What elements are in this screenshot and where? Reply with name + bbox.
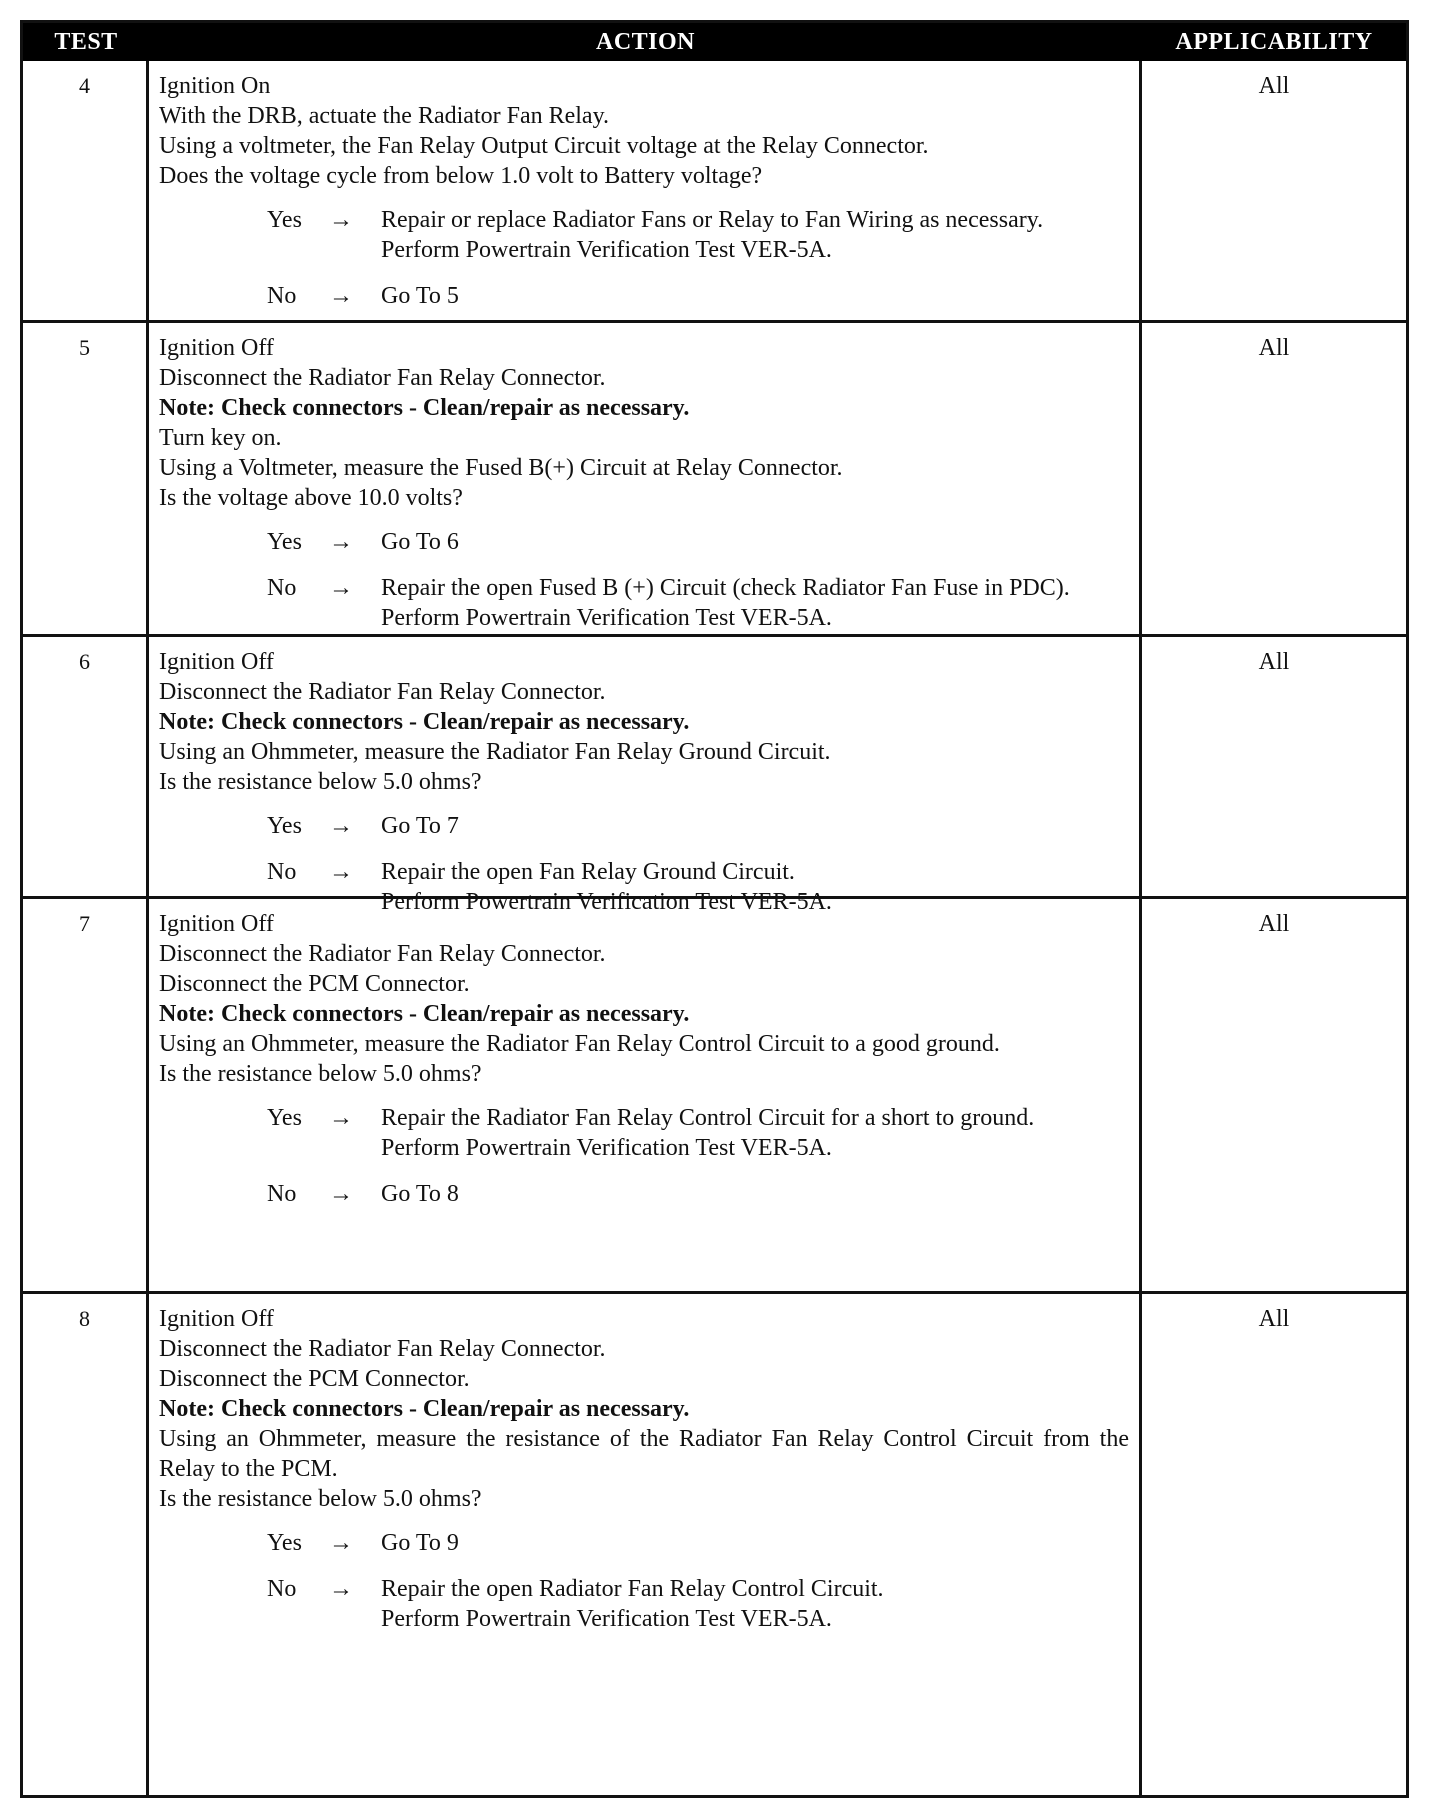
- no-outcome: [267, 1179, 1129, 1209]
- arrow-icon: →: [329, 1530, 353, 1556]
- step-line: Turn key on.: [159, 425, 282, 451]
- action-cell: [149, 899, 1142, 1291]
- no-outcome: [267, 281, 1129, 311]
- yes-label: Yes: [267, 529, 302, 555]
- step-line: Is the resistance below 5.0 ohms?: [159, 1061, 482, 1087]
- test-number: 5: [23, 323, 149, 634]
- applicability-value: All: [1258, 911, 1290, 937]
- table-row: [23, 61, 1406, 323]
- test-number: 6: [23, 637, 149, 896]
- arrow-icon: →: [329, 529, 353, 555]
- step-line: Is the resistance below 5.0 ohms?: [159, 769, 482, 795]
- no-result: [381, 573, 1129, 633]
- result-text: Go To 8: [381, 1181, 459, 1207]
- table-row: [23, 637, 1406, 915]
- step-line: Disconnect the Radiator Fan Relay Connector.: [159, 941, 606, 967]
- yes-label: Yes: [267, 1105, 302, 1131]
- arrow-icon: →: [329, 283, 353, 309]
- result-text: Repair the open Radiator Fan Relay Control Circuit.: [381, 1576, 884, 1602]
- note-line: Note: Check connectors - Clean/repair as necessary.: [159, 709, 690, 735]
- arrow-icon: →: [329, 1105, 353, 1131]
- no-outcome: [267, 1574, 1129, 1634]
- yes-outcome: [267, 1528, 1129, 1558]
- yes-result: [381, 205, 1129, 265]
- result-text: Repair the open Fan Relay Ground Circuit.: [381, 859, 795, 885]
- note-line: Note: Check connectors - Clean/repair as necessary.: [159, 1001, 690, 1027]
- outcomes: [159, 1528, 1129, 1634]
- result-text: Perform Powertrain Verification Test VER-5A.: [381, 1606, 832, 1632]
- arrow-icon: →: [329, 859, 353, 885]
- yes-outcome: [267, 811, 1129, 841]
- table-header: [23, 23, 1406, 61]
- applicability-value: All: [1258, 649, 1290, 675]
- yes-label: Yes: [267, 1530, 302, 1556]
- step-line: Using an Ohmmeter, measure the Radiator Fan Relay Ground Circuit.: [159, 739, 831, 765]
- result-text: Go To 7: [381, 813, 459, 839]
- result-text: Repair or replace Radiator Fans or Relay to Fan Wiring as necessary.: [381, 207, 1044, 233]
- step-line: Using a Voltmeter, measure the Fused B(+) Circuit at Relay Connector.: [159, 455, 843, 481]
- no-label: No: [267, 859, 297, 885]
- table-row: [23, 1294, 1406, 1795]
- action-cell: [149, 323, 1142, 634]
- arrow-icon: →: [329, 1181, 353, 1207]
- arrow-icon: →: [329, 207, 353, 233]
- result-text: Perform Powertrain Verification Test VER-5A.: [381, 605, 832, 631]
- yes-result: [381, 1528, 1129, 1558]
- no-result: [381, 281, 1129, 311]
- yes-outcome: [267, 1103, 1129, 1163]
- outcomes: [159, 205, 1129, 311]
- step-line: Disconnect the PCM Connector.: [159, 1366, 470, 1392]
- applicability-value: All: [1258, 73, 1290, 99]
- step-line: Ignition Off: [159, 649, 274, 675]
- yes-outcome: [267, 527, 1129, 557]
- test-number: 8: [23, 1294, 149, 1795]
- result-text: Repair the open Fused B (+) Circuit (check Radiator Fan Fuse in PDC).: [381, 575, 1070, 601]
- result-text: Repair the Radiator Fan Relay Control Circuit for a short to ground.: [381, 1105, 1035, 1131]
- arrow-icon: →: [329, 813, 353, 839]
- step-line: Using a voltmeter, the Fan Relay Output Circuit voltage at the Relay Connector.: [159, 133, 929, 159]
- diagnostic-table: [20, 20, 1409, 1798]
- step-line: Ignition Off: [159, 1306, 274, 1332]
- no-label: No: [267, 1181, 297, 1207]
- test-number: 4: [23, 61, 149, 320]
- yes-result: [381, 1103, 1129, 1163]
- result-text: Perform Powertrain Verification Test VER-5A.: [381, 1135, 832, 1161]
- table-row: [23, 899, 1406, 1294]
- no-label: No: [267, 575, 297, 601]
- arrow-icon: →: [329, 1576, 353, 1602]
- step-line: Disconnect the PCM Connector.: [159, 971, 470, 997]
- table-row: [23, 323, 1406, 637]
- step-line: Using an Ohmmeter, measure the Radiator Fan Relay Control Circuit to a good ground.: [159, 1031, 1000, 1057]
- no-result: [381, 1574, 1129, 1634]
- header-test: TEST: [54, 28, 118, 55]
- result-text: Go To 5: [381, 283, 459, 309]
- step-line: Disconnect the Radiator Fan Relay Connector.: [159, 1336, 606, 1362]
- applicability-value: All: [1258, 335, 1290, 361]
- result-text: Go To 6: [381, 529, 459, 555]
- step-line: Ignition Off: [159, 911, 274, 937]
- yes-result: [381, 811, 1129, 841]
- yes-outcome: [267, 205, 1129, 265]
- outcomes: [159, 1103, 1129, 1209]
- yes-label: Yes: [267, 813, 302, 839]
- step-line: Disconnect the Radiator Fan Relay Connector.: [159, 679, 606, 705]
- step-line: Ignition Off: [159, 335, 274, 361]
- note-line: Note: Check connectors - Clean/repair as necessary.: [159, 1396, 690, 1422]
- applicability-value: All: [1258, 1306, 1290, 1332]
- header-action: ACTION: [595, 28, 695, 55]
- step-line: Disconnect the Radiator Fan Relay Connector.: [159, 365, 606, 391]
- outcomes: [159, 527, 1129, 633]
- no-outcome: [267, 573, 1129, 633]
- arrow-icon: →: [329, 575, 353, 601]
- header-applicability: APPLICABILITY: [1175, 28, 1373, 55]
- step-line: Using an Ohmmeter, measure the resistance of the Radiator Fan Relay Control Circuit from the Relay to the PCM.: [159, 1426, 1129, 1482]
- step-line: Is the resistance below 5.0 ohms?: [159, 1486, 482, 1512]
- no-label: No: [267, 1576, 297, 1602]
- step-line: Is the voltage above 10.0 volts?: [159, 485, 463, 511]
- step-line: With the DRB, actuate the Radiator Fan Relay.: [159, 103, 610, 129]
- no-label: No: [267, 283, 297, 309]
- yes-label: Yes: [267, 207, 302, 233]
- result-text: Perform Powertrain Verification Test VER-5A.: [381, 889, 832, 915]
- test-number: 7: [23, 899, 149, 1291]
- result-text: Perform Powertrain Verification Test VER-5A.: [381, 237, 832, 263]
- note-line: Note: Check connectors - Clean/repair as necessary.: [159, 395, 690, 421]
- action-cell: [149, 61, 1142, 320]
- no-result: [381, 1179, 1129, 1209]
- step-line: Does the voltage cycle from below 1.0 volt to Battery voltage?: [159, 163, 763, 189]
- result-text: Go To 9: [381, 1530, 459, 1556]
- action-cell: [149, 1294, 1142, 1795]
- yes-result: [381, 527, 1129, 557]
- step-line: Ignition On: [159, 73, 271, 99]
- action-cell: [149, 637, 1142, 915]
